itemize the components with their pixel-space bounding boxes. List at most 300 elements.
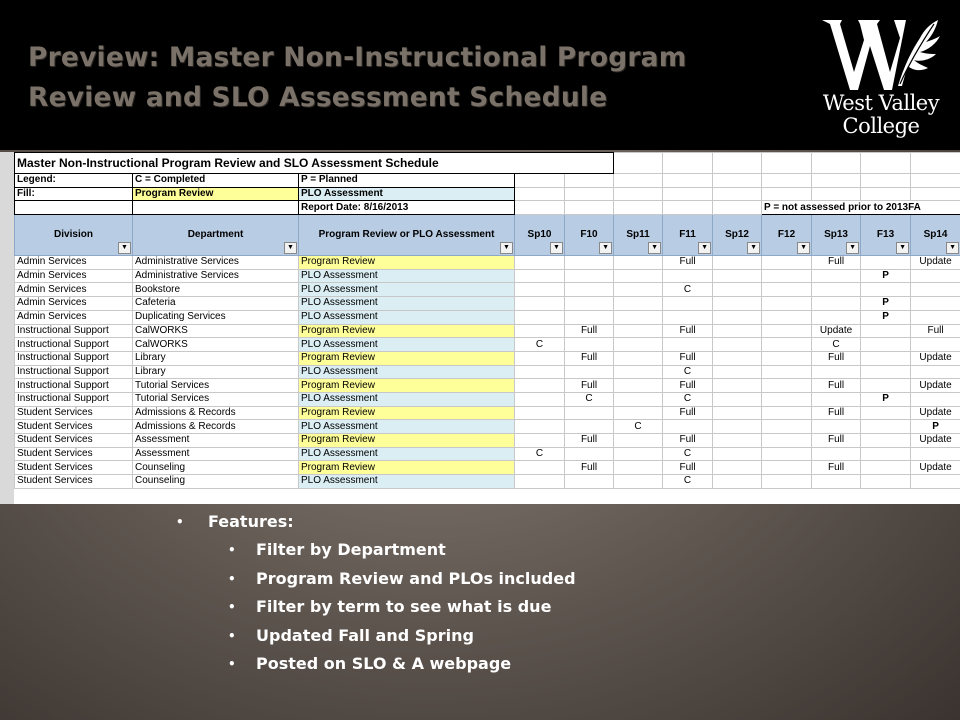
column-header <box>614 215 663 256</box>
table-cell[interactable]: PLO Assessment <box>299 269 515 283</box>
table-cell[interactable]: P <box>861 269 911 283</box>
column-header-label: F11 <box>679 229 696 241</box>
filter-dropdown-icon[interactable]: ▼ <box>118 242 131 254</box>
table-cell[interactable]: Program Review <box>299 351 515 365</box>
table-cell[interactable]: PLO Assessment <box>299 392 515 406</box>
table-cell[interactable] <box>565 420 614 434</box>
table-cell[interactable]: Library <box>133 365 299 379</box>
table-cell[interactable] <box>614 434 663 448</box>
table-cell[interactable]: Update <box>911 379 960 393</box>
table-cell[interactable]: Program Review <box>299 461 515 475</box>
features-heading-text: Features: <box>208 512 294 531</box>
bullet-icon: • <box>228 628 236 643</box>
table-row <box>15 338 960 352</box>
table-cell[interactable] <box>515 392 565 406</box>
table-cell[interactable]: Student Services <box>15 434 133 448</box>
table-cell[interactable] <box>565 269 614 283</box>
table-cell[interactable]: PLO Assessment <box>299 420 515 434</box>
table-cell[interactable] <box>911 338 960 352</box>
feature-item-text: Posted on SLO & A webpage <box>256 654 512 673</box>
table-cell[interactable] <box>762 283 812 297</box>
table-cell[interactable] <box>812 283 861 297</box>
table-cell[interactable] <box>614 256 663 270</box>
bullet-icon: • <box>176 515 184 529</box>
table-cell[interactable]: Full <box>812 406 861 420</box>
filter-dropdown-icon[interactable]: ▼ <box>648 242 661 254</box>
table-cell[interactable] <box>861 283 911 297</box>
table-cell[interactable]: Program Review <box>299 379 515 393</box>
table-cell[interactable] <box>713 379 762 393</box>
table-cell[interactable]: PLO Assessment <box>299 475 515 489</box>
table-cell[interactable] <box>565 338 614 352</box>
table-cell[interactable] <box>812 310 861 324</box>
table-cell[interactable]: C <box>515 447 565 461</box>
feature-item-text: Filter by term to see what is due <box>256 597 552 616</box>
table-cell[interactable]: Full <box>812 434 861 448</box>
table-cell[interactable]: Student Services <box>15 420 133 434</box>
table-cell[interactable]: Full <box>565 324 614 338</box>
table-cell[interactable] <box>861 256 911 270</box>
fill-program-review: Program Review <box>133 187 299 201</box>
table-cell[interactable]: Student Services <box>15 406 133 420</box>
table-cell[interactable] <box>713 461 762 475</box>
table-cell[interactable] <box>762 420 812 434</box>
column-header-label: F12 <box>777 229 796 241</box>
table-cell[interactable]: Instructional Support <box>15 379 133 393</box>
table-cell[interactable]: Full <box>565 434 614 448</box>
logo-text-line2: College <box>842 114 920 138</box>
feature-item <box>180 593 576 622</box>
feature-item-text: Updated Fall and Spring <box>256 625 474 645</box>
table-cell[interactable] <box>663 310 713 324</box>
table-cell[interactable] <box>713 351 762 365</box>
column-header <box>762 215 812 256</box>
table-cell[interactable]: Duplicating Services <box>133 310 299 324</box>
planned-note-text: = not assessed prior to 2013FA <box>773 201 921 213</box>
table-cell[interactable]: Full <box>565 379 614 393</box>
table-cell[interactable]: Update <box>911 256 960 270</box>
table-cell[interactable] <box>713 475 762 489</box>
legend-row <box>15 174 960 188</box>
table-cell[interactable]: Full <box>812 379 861 393</box>
column-header-label: Sp14 <box>923 229 948 241</box>
table-cell[interactable]: Student Services <box>15 475 133 489</box>
table-cell[interactable] <box>911 447 960 461</box>
table-cell[interactable] <box>762 365 812 379</box>
column-header <box>299 215 515 256</box>
column-header <box>515 215 565 256</box>
table-cell[interactable] <box>565 256 614 270</box>
table-cell[interactable] <box>713 420 762 434</box>
filter-dropdown-icon[interactable]: ▼ <box>284 242 297 254</box>
planned-note: P = not assessed prior to 2013FA <box>762 201 960 215</box>
table-row <box>15 406 960 420</box>
table-cell[interactable]: Instructional Support <box>15 351 133 365</box>
table-cell[interactable] <box>614 392 663 406</box>
table-cell[interactable]: PLO Assessment <box>299 338 515 352</box>
filter-dropdown-icon[interactable]: ▼ <box>946 242 959 254</box>
feature-item-text: Program Review and PLOs included <box>256 568 576 588</box>
table-cell[interactable] <box>812 392 861 406</box>
table-cell[interactable] <box>861 406 911 420</box>
table-cell[interactable] <box>713 365 762 379</box>
table-cell[interactable]: Full <box>663 461 713 475</box>
table-row <box>15 392 960 406</box>
table-cell[interactable] <box>614 324 663 338</box>
table-cell[interactable] <box>713 338 762 352</box>
column-header <box>713 215 762 256</box>
table-cell[interactable]: PLO Assessment <box>299 365 515 379</box>
table-cell[interactable] <box>614 297 663 311</box>
table-cell[interactable]: Full <box>663 434 713 448</box>
filter-dropdown-icon[interactable]: ▼ <box>797 242 810 254</box>
table-cell[interactable]: Instructional Support <box>15 365 133 379</box>
report-date-row <box>15 201 960 215</box>
table-cell[interactable]: Admin Services <box>15 269 133 283</box>
table-cell[interactable] <box>565 475 614 489</box>
filter-dropdown-icon[interactable]: ▼ <box>698 242 711 254</box>
table-cell[interactable]: Counseling <box>133 475 299 489</box>
table-cell[interactable] <box>515 379 565 393</box>
table-cell[interactable] <box>762 406 812 420</box>
table-cell[interactable] <box>614 283 663 297</box>
table-cell[interactable]: P <box>861 297 911 311</box>
table-cell[interactable] <box>861 365 911 379</box>
table-cell[interactable] <box>911 269 960 283</box>
table-cell[interactable]: P <box>911 420 960 434</box>
table-cell[interactable]: Full <box>812 461 861 475</box>
table-row <box>15 379 960 393</box>
legend-label: Legend: <box>15 174 133 188</box>
table-cell[interactable] <box>515 461 565 475</box>
column-header <box>15 215 133 256</box>
table-cell[interactable] <box>713 256 762 270</box>
table-cell[interactable]: C <box>614 420 663 434</box>
table-cell[interactable]: Tutorial Services <box>133 379 299 393</box>
table-cell[interactable] <box>713 269 762 283</box>
column-header-label: F13 <box>876 229 895 241</box>
table-cell[interactable]: C <box>663 365 713 379</box>
table-cell[interactable]: PLO Assessment <box>299 283 515 297</box>
table-cell[interactable]: Admin Services <box>15 283 133 297</box>
table-row <box>15 475 960 489</box>
table-cell[interactable] <box>515 283 565 297</box>
table-cell[interactable] <box>663 297 713 311</box>
filter-dropdown-icon[interactable]: ▼ <box>747 242 760 254</box>
table-cell[interactable] <box>515 434 565 448</box>
logo-text-line1: West Valley <box>822 91 940 115</box>
table-cell[interactable]: Tutorial Services <box>133 392 299 406</box>
table-cell[interactable] <box>663 269 713 283</box>
fill-plo-assessment: PLO Assessment <box>299 187 515 201</box>
table-cell[interactable]: Program Review <box>299 256 515 270</box>
table-cell[interactable] <box>762 475 812 489</box>
table-cell[interactable] <box>565 447 614 461</box>
table-cell[interactable] <box>614 269 663 283</box>
table-cell[interactable]: Update <box>812 324 861 338</box>
table-cell[interactable] <box>565 297 614 311</box>
table-cell[interactable]: CalWORKS <box>133 338 299 352</box>
bullet-icon: • <box>228 543 236 557</box>
table-cell[interactable] <box>713 447 762 461</box>
table-cell[interactable] <box>614 351 663 365</box>
table-row <box>15 461 960 475</box>
table-cell[interactable]: Student Services <box>15 461 133 475</box>
table-cell[interactable]: Full <box>565 461 614 475</box>
table-cell[interactable] <box>515 365 565 379</box>
table-cell[interactable] <box>762 310 812 324</box>
report-date: Report Date: 8/16/2013 <box>299 201 515 215</box>
table-cell[interactable]: Full <box>812 351 861 365</box>
column-header <box>812 215 861 256</box>
sheet-row-gutter <box>0 152 14 504</box>
table-cell[interactable] <box>515 406 565 420</box>
table-cell[interactable]: C <box>515 338 565 352</box>
table-row <box>15 447 960 461</box>
table-cell[interactable]: Full <box>812 256 861 270</box>
feature-item <box>180 536 576 565</box>
table-cell[interactable] <box>663 420 713 434</box>
table-cell[interactable] <box>515 297 565 311</box>
table-cell[interactable] <box>812 420 861 434</box>
table-cell[interactable]: Full <box>911 324 960 338</box>
table-cell[interactable] <box>911 475 960 489</box>
table-cell[interactable] <box>911 392 960 406</box>
table-cell[interactable]: Counseling <box>133 461 299 475</box>
table-cell[interactable]: C <box>663 392 713 406</box>
filter-dropdown-icon[interactable]: ▼ <box>896 242 909 254</box>
table-cell[interactable] <box>861 447 911 461</box>
table-cell[interactable] <box>515 420 565 434</box>
table-cell[interactable] <box>762 392 812 406</box>
table-row <box>15 434 960 448</box>
table-row <box>15 283 960 297</box>
table-cell[interactable]: Admin Services <box>15 256 133 270</box>
table-cell[interactable]: Assessment <box>133 447 299 461</box>
table-cell[interactable]: Administrative Services <box>133 256 299 270</box>
table-cell[interactable] <box>713 406 762 420</box>
column-header <box>861 215 911 256</box>
table-cell[interactable] <box>861 351 911 365</box>
schedule-table <box>14 152 960 489</box>
table-cell[interactable] <box>515 324 565 338</box>
table-cell[interactable]: Admissions & Records <box>133 406 299 420</box>
table-cell[interactable] <box>515 475 565 489</box>
table-cell[interactable]: Full <box>663 324 713 338</box>
table-cell[interactable] <box>812 447 861 461</box>
table-cell[interactable]: CalWORKS <box>133 324 299 338</box>
table-cell[interactable]: Update <box>911 351 960 365</box>
table-cell[interactable]: P <box>861 392 911 406</box>
table-cell[interactable] <box>812 365 861 379</box>
column-header-label: Program Review or PLO Assessment <box>318 229 495 241</box>
features-heading <box>176 508 576 536</box>
column-header <box>663 215 713 256</box>
table-cell[interactable] <box>762 379 812 393</box>
table-cell[interactable]: Full <box>663 379 713 393</box>
table-cell[interactable]: Program Review <box>299 406 515 420</box>
table-cell[interactable]: Administrative Services <box>133 269 299 283</box>
feature-item <box>180 650 576 679</box>
spreadsheet[interactable] <box>14 152 960 504</box>
table-cell[interactable] <box>565 283 614 297</box>
table-cell[interactable]: Admin Services <box>15 310 133 324</box>
table-row <box>15 420 960 434</box>
table-cell[interactable]: C <box>663 475 713 489</box>
table-cell[interactable]: Program Review <box>299 324 515 338</box>
table-cell[interactable]: Full <box>663 351 713 365</box>
table-cell[interactable] <box>565 406 614 420</box>
table-cell[interactable] <box>861 338 911 352</box>
table-row <box>15 256 960 270</box>
feature-item-text: Filter by Department <box>256 540 446 559</box>
table-cell[interactable]: PLO Assessment <box>299 297 515 311</box>
table-cell[interactable] <box>614 338 663 352</box>
table-cell[interactable] <box>762 338 812 352</box>
table-cell[interactable]: Instructional Support <box>15 392 133 406</box>
table-cell[interactable] <box>762 461 812 475</box>
table-cell[interactable]: C <box>565 392 614 406</box>
table-cell[interactable]: C <box>812 338 861 352</box>
bullet-icon: • <box>228 571 236 586</box>
table-row <box>15 310 960 324</box>
table-cell[interactable] <box>515 269 565 283</box>
features-list <box>176 508 576 679</box>
table-cell[interactable] <box>713 283 762 297</box>
table-cell[interactable] <box>911 283 960 297</box>
table-cell[interactable]: Library <box>133 351 299 365</box>
table-cell[interactable]: Student Services <box>15 447 133 461</box>
table-cell[interactable] <box>762 434 812 448</box>
column-header-label: Sp13 <box>824 229 848 241</box>
table-cell[interactable] <box>861 324 911 338</box>
slide-header <box>0 0 960 150</box>
table-cell[interactable]: Admin Services <box>15 297 133 311</box>
table-cell[interactable] <box>861 434 911 448</box>
west-valley-logo <box>816 14 946 144</box>
table-cell[interactable] <box>911 297 960 311</box>
table-cell[interactable] <box>614 406 663 420</box>
table-cell[interactable]: PLO Assessment <box>299 310 515 324</box>
table-row <box>15 351 960 365</box>
table-cell[interactable] <box>515 351 565 365</box>
table-cell[interactable] <box>812 475 861 489</box>
fill-row <box>15 187 960 201</box>
w-oak-leaf-icon <box>820 16 942 94</box>
slide-title: Preview: Master Non-Instructional Program Review and SLO Assessment Schedule <box>28 42 687 113</box>
legend-planned: P = Planned <box>299 174 515 188</box>
table-row <box>15 297 960 311</box>
column-header-label: Sp11 <box>626 229 650 241</box>
table-cell[interactable] <box>762 447 812 461</box>
column-header-label: Department <box>187 229 244 241</box>
bullet-icon: • <box>228 657 236 671</box>
table-cell[interactable]: Admissions & Records <box>133 420 299 434</box>
filter-dropdown-icon[interactable]: ▼ <box>846 242 859 254</box>
table-cell[interactable] <box>515 256 565 270</box>
bullet-icon: • <box>228 600 236 614</box>
sheet-title-row <box>15 153 960 174</box>
table-cell[interactable] <box>762 297 812 311</box>
sheet-title: Master Non-Instructional Program Review and SLO Assessment Schedule <box>15 153 614 174</box>
table-cell[interactable] <box>565 365 614 379</box>
table-cell[interactable] <box>762 324 812 338</box>
fill-label: Fill: <box>15 187 133 201</box>
table-cell[interactable] <box>663 338 713 352</box>
column-header <box>911 215 960 256</box>
table-cell[interactable] <box>614 461 663 475</box>
table-cell[interactable] <box>861 475 911 489</box>
table-cell[interactable] <box>565 310 614 324</box>
table-cell[interactable] <box>713 310 762 324</box>
table-cell[interactable]: PLO Assessment <box>299 447 515 461</box>
filter-dropdown-icon[interactable]: ▼ <box>500 242 513 254</box>
feature-item <box>180 565 576 594</box>
table-cell[interactable]: Full <box>663 406 713 420</box>
column-header-label: Division <box>54 229 93 241</box>
column-header-label: Sp10 <box>527 229 552 241</box>
table-cell[interactable]: Bookstore <box>133 283 299 297</box>
table-cell[interactable] <box>614 379 663 393</box>
table-cell[interactable]: Program Review <box>299 434 515 448</box>
column-header <box>133 215 299 256</box>
table-cell[interactable] <box>911 310 960 324</box>
table-cell[interactable]: Instructional Support <box>15 338 133 352</box>
column-header-label: F10 <box>580 229 598 241</box>
table-cell[interactable]: Cafeteria <box>133 297 299 311</box>
table-cell[interactable] <box>713 434 762 448</box>
table-cell[interactable] <box>861 420 911 434</box>
table-cell[interactable]: Full <box>565 351 614 365</box>
feature-item <box>180 622 576 651</box>
table-cell[interactable] <box>861 461 911 475</box>
table-cell[interactable]: C <box>663 283 713 297</box>
table-cell[interactable] <box>713 392 762 406</box>
table-cell[interactable] <box>614 447 663 461</box>
table-cell[interactable]: C <box>663 447 713 461</box>
table-cell[interactable] <box>614 365 663 379</box>
table-cell[interactable] <box>812 297 861 311</box>
filter-dropdown-icon[interactable]: ▼ <box>599 242 612 254</box>
table-cell[interactable] <box>911 365 960 379</box>
table-cell[interactable] <box>861 379 911 393</box>
legend-completed: C = Completed <box>133 174 299 188</box>
table-cell[interactable] <box>762 256 812 270</box>
table-cell[interactable]: Update <box>911 406 960 420</box>
table-cell[interactable]: Assessment <box>133 434 299 448</box>
column-header-label: Sp12 <box>725 229 749 241</box>
table-cell[interactable] <box>762 269 812 283</box>
table-row <box>15 324 960 338</box>
table-cell[interactable] <box>614 475 663 489</box>
table-cell[interactable]: Update <box>911 461 960 475</box>
table-cell[interactable] <box>515 310 565 324</box>
table-cell[interactable]: Instructional Support <box>15 324 133 338</box>
table-cell[interactable]: Update <box>911 434 960 448</box>
table-row <box>15 269 960 283</box>
table-cell[interactable] <box>762 351 812 365</box>
table-cell[interactable] <box>713 324 762 338</box>
table-cell[interactable]: Full <box>663 256 713 270</box>
table-cell[interactable] <box>614 310 663 324</box>
table-cell[interactable]: P <box>861 310 911 324</box>
table-row <box>15 365 960 379</box>
column-header <box>565 215 614 256</box>
table-cell[interactable] <box>812 269 861 283</box>
table-cell[interactable] <box>713 297 762 311</box>
column-header-row <box>15 215 960 256</box>
filter-dropdown-icon[interactable]: ▼ <box>550 242 563 254</box>
